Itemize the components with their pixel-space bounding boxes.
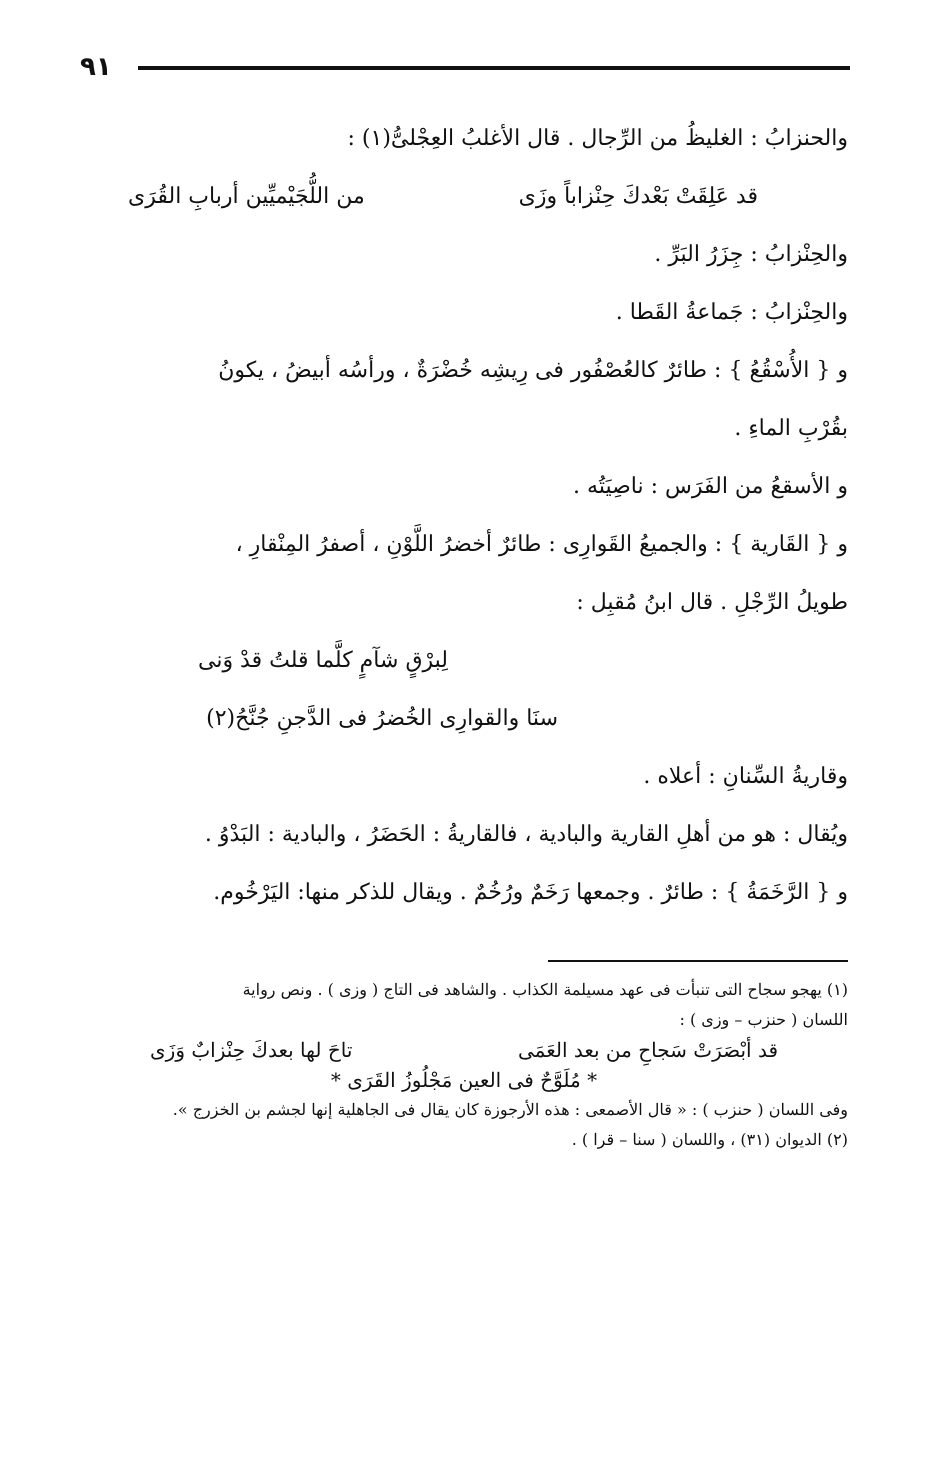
- text-line: والحنزابُ : الغليظُ من الرِّجال . قال الأغلبُ العِجْلىُّ(١) :: [347, 126, 848, 151]
- footnote-line: اللسان ( حنزب – وزى ) :: [679, 1010, 848, 1029]
- verse-hemistich-first: قد عَلِقَتْ بَعْدكَ حِنْزاباً وزَى: [518, 184, 758, 209]
- text-line: طويلُ الرِّجْلِ . قال ابنُ مُقبِل :: [576, 590, 848, 615]
- main-text: [48, 110, 848, 922]
- text-line: بقُرْبِ الماءِ .: [734, 416, 848, 441]
- page-number: ٩١: [80, 52, 112, 82]
- footnote-line: (٢) الديوان (٣١) ، واللسان ( سنا – قرا ) .: [571, 1130, 848, 1149]
- verse-line: [48, 168, 848, 226]
- footnote-verse: [90, 1035, 848, 1065]
- verse-line: [48, 690, 848, 748]
- text-line: وقاريةُ السِّنانِ : أعلاه .: [643, 764, 848, 789]
- text-line: و { القَارية } : والجميعُ القَوارِى : طائرٌ أخضرُ اللَّوْنِ ، أصفرُ المِنْقارِ ،: [235, 532, 848, 557]
- text-line: و { الرَّخَمَةُ } : طائرٌ . وجمعها رَخَمٌ ورُخُمٌ . ويقال للذكر منها: اليَرْخُوم.: [213, 880, 848, 905]
- verse-hemistich-second: من اللُّجَيْميِّين أربابِ القُرَى: [128, 184, 365, 209]
- verse-line: [48, 632, 848, 690]
- text-line: و { الأُسْقُعُ } : طائرٌ كالعُصْفُور فى رِيشِه خُضْرَةٌ ، ورأسُه أبيضُ ، يكونُ: [218, 358, 848, 383]
- footnote-verse: [90, 1065, 848, 1095]
- footnote-rule: [548, 960, 848, 962]
- text-line: ويُقال : هو من أهلِ القارية والبادية ، فالقاريةُ : الحَضَرُ ، والبادية : البَدْوُ .: [204, 822, 848, 847]
- text-line: و الأسقعُ من الفَرَس : ناصِيَتُه .: [573, 474, 848, 499]
- footnote-hemistich-second: تاحَ لها بعدكَ حِنْزابٌ وَزَى: [150, 1038, 353, 1062]
- verse-hemistich-second: سنَا والقوارِى الخُضرُ فى الدَّجنِ جُنَّحُ(٢): [206, 706, 558, 731]
- text-line: والحِنْزابُ : جَماعةُ القَطا .: [615, 300, 848, 325]
- footnote-line: وفى اللسان ( حنزب ) : « قال الأصمعى : هذه الأرجوزة كان يقال فى الجاهلية إنها لجشم بن الخزرج ».: [172, 1100, 848, 1119]
- text-line: والحِنْزابُ : جِزَرُ البَرِّ .: [654, 242, 848, 267]
- footnote-line: (١) يهجو سجاح التى تنبأت فى عهد مسيلمة الكذاب . والشاهد فى التاج ( وزى ) . ونص رواية: [242, 980, 848, 999]
- verse-hemistich-first: لِبرْقٍ شآمٍ كلَّما قلتُ قدْ وَنى: [197, 648, 448, 673]
- header-rule: [138, 66, 850, 70]
- footnotes: [90, 975, 848, 1155]
- page-header: [60, 52, 850, 92]
- footnote-hemistich-first: قد أبْصَرَتْ سَجاحِ من بعد العَمَى: [517, 1038, 778, 1062]
- footnote-hemistich: * مُلَوَّحٌ فى العين مَجْلُوزُ القَرَى *: [330, 1068, 598, 1092]
